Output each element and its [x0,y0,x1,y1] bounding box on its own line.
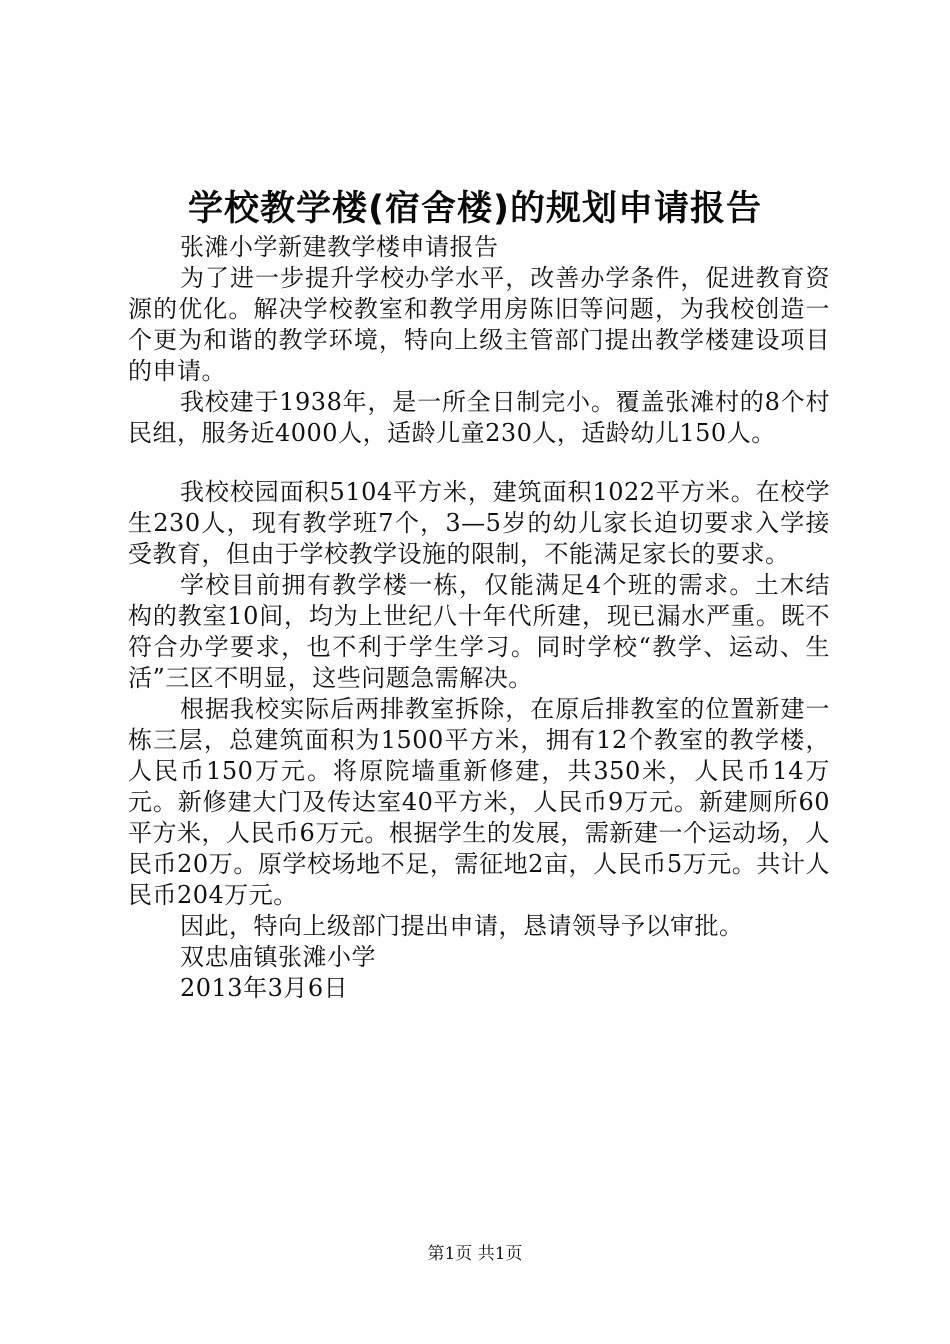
paragraph-spacer [128,449,830,477]
campus-paragraph: 我校校园面积5104平方米，建筑面积1022平方米。在校学生230人，现有教学班7个，3—5岁的幼儿家长迫切要求入学接受教育，但由于学校教学设施的限制，不能满足家长的要求。 [128,478,830,568]
subtitle-paragraph: 张滩小学新建教学楼申请报告 [180,233,499,261]
page-number: 第1页 [427,1244,473,1264]
history-paragraph: 我校建于1938年，是一所全日制完小。覆盖张滩村的8个村民组，服务近4000人，适龄儿童230人，适龄幼儿150人。 [128,388,830,447]
page-footer [0,1242,950,1266]
page-total: 共1页 [477,1244,523,1264]
building-status-paragraph: 学校目前拥有教学楼一栋，仅能满足4个班的需求。土木结构的教室10间，均为上世纪八十年代所建，现已漏水严重。既不符合办学要求，也不利于学生学习。同时学校“教学、运动、生活”三区不明显，这些问题急需解决。 [128,571,830,692]
request-paragraph: 因此，特向上级部门提出申请，恳请领导予以审批。 [180,912,744,940]
plan-paragraph: 根据我校实际后两排教室拆除，在原后排教室的位置新建一栋三层，总建筑面积为1500平方米，拥有12个教室的教学楼，人民币150万元。将原院墙重新修建，共350米，人民币14万元。新修建大门及传达室40平方米，人民币9万元。新建厕所60平方米，人民币6万元。根据学生的发展，需新建一个运动场，人民币20万。原学校场地不足，需征地2亩，人民币5万元。共计人民币204万元。 [128,695,830,909]
document-body [128,232,830,1004]
signature-school: 双忠庙镇张滩小学 [180,943,376,971]
document-title: 学校教学楼(宿舍楼)的规划申请报告 [188,189,762,229]
intro-paragraph: 为了进一步提升学校办学水平，改善办学条件，促进教育资源的优化。解决学校教室和教学用房陈旧等问题，为我校创造一个更为和谐的教学环境，特向上级主管部门提出教学楼建设项目的申请。 [128,264,830,385]
signature-date: 2013年3月6日 [180,974,349,1002]
